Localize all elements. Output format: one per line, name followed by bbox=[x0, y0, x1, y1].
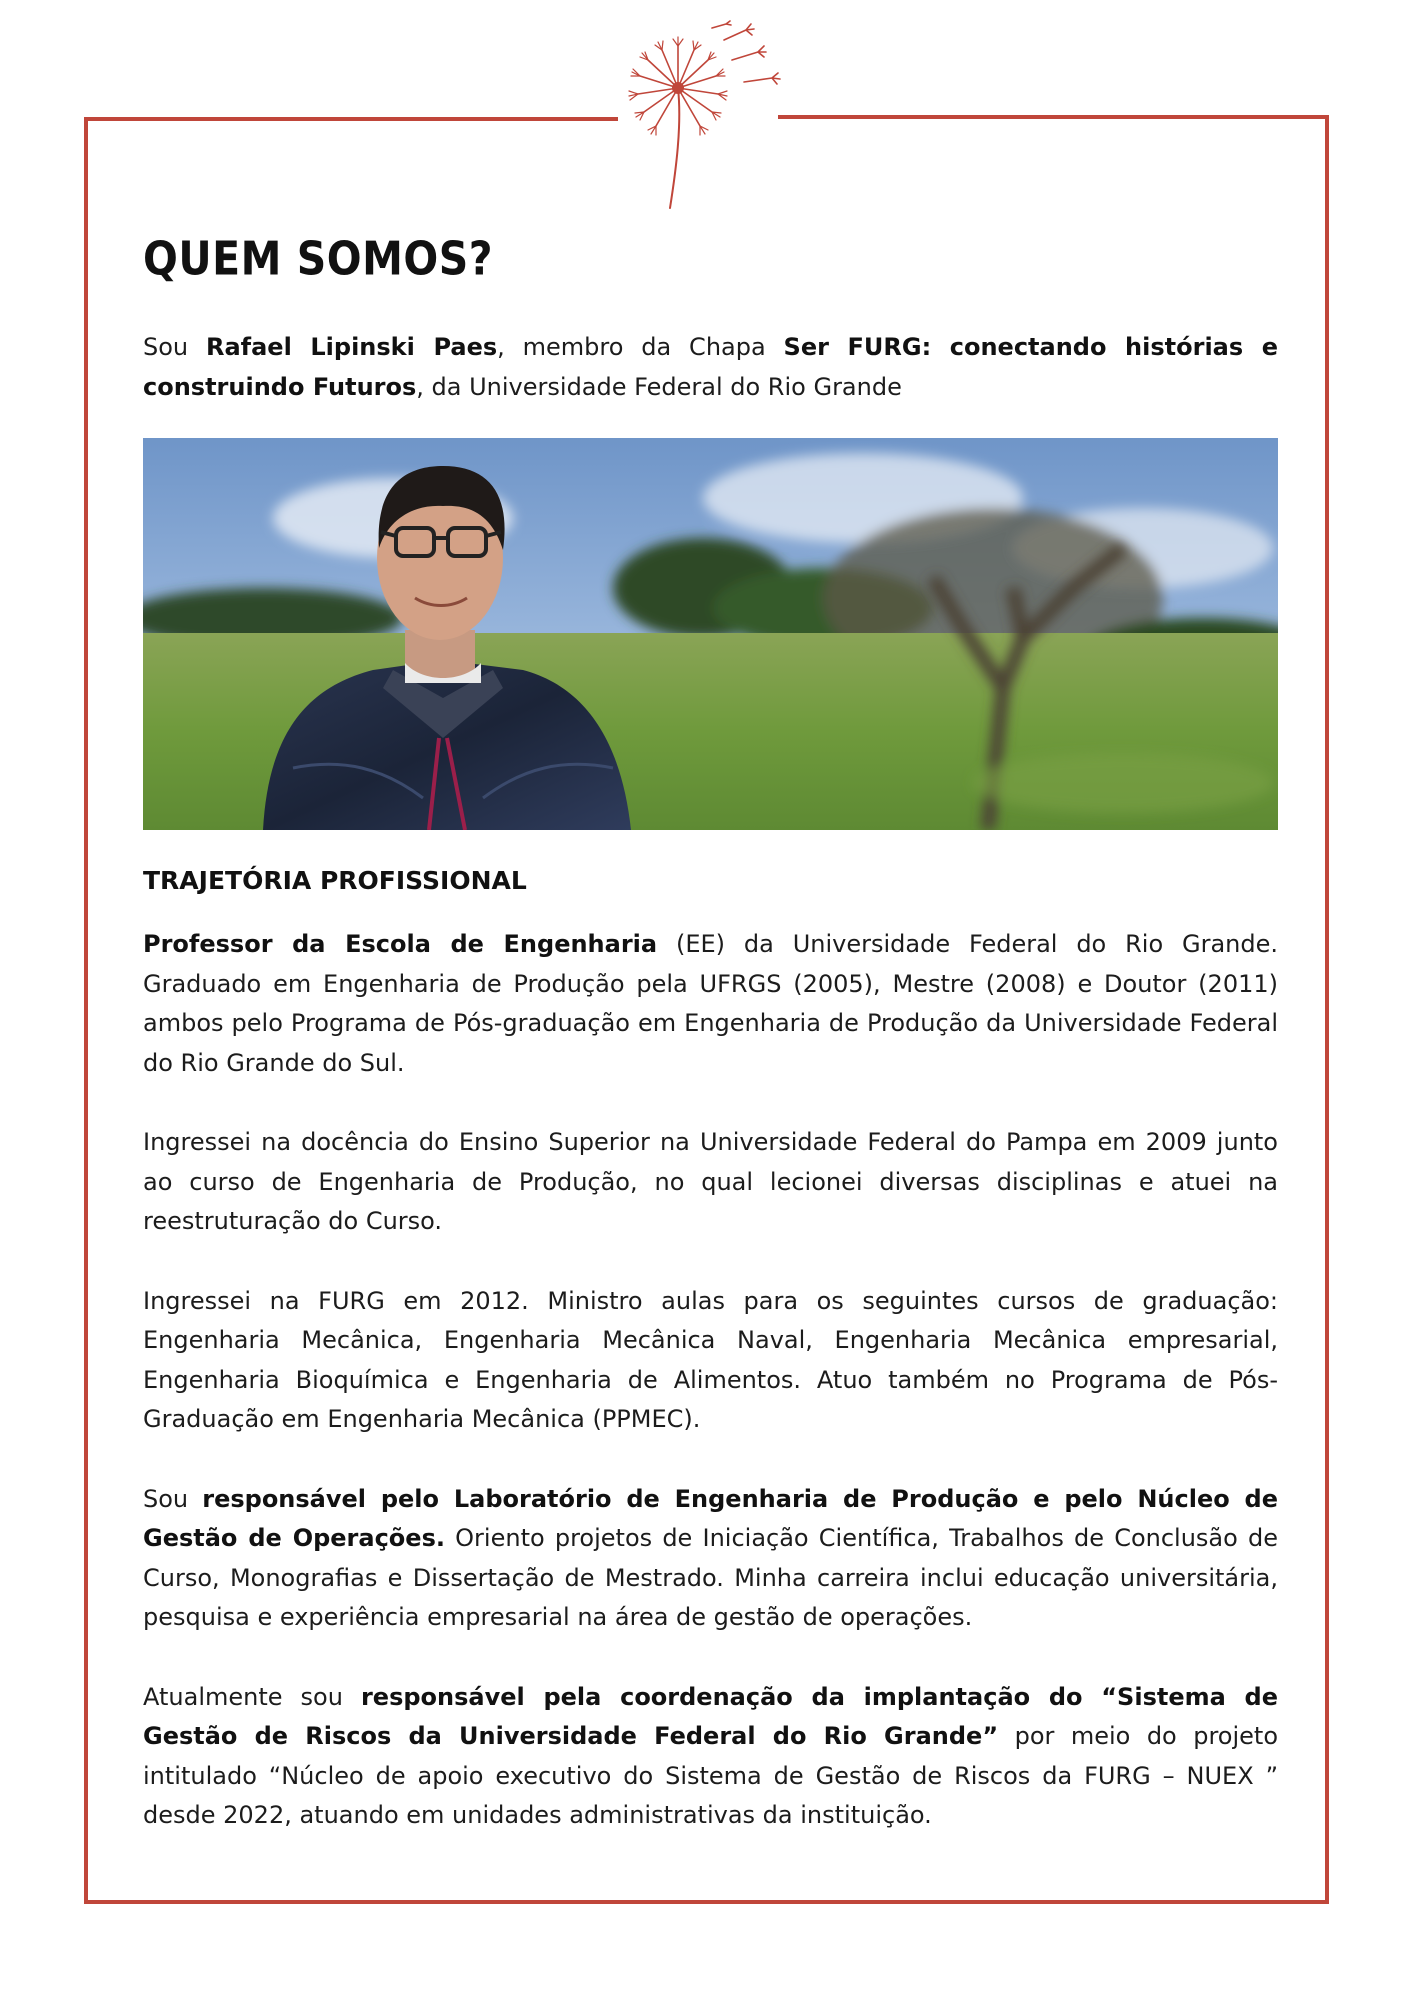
career-paragraph bbox=[143, 1678, 1278, 1836]
slate-name: Ser FURG: conectando histórias e construindo Futuros bbox=[143, 333, 1279, 401]
intro-text: , da Universidade Federal do Rio Grande bbox=[416, 373, 902, 401]
intro-paragraph bbox=[143, 327, 1278, 407]
frame-top-left bbox=[84, 117, 618, 121]
frame-left bbox=[84, 117, 88, 1904]
frame-top-right bbox=[778, 115, 1329, 119]
paragraph-text: Atualmente sou bbox=[143, 1682, 361, 1711]
portrait-photo bbox=[143, 438, 1278, 830]
career-paragraph bbox=[143, 1123, 1278, 1242]
paragraph-bold: responsável pela coordenação da implantação do “Sistema de Gestão de Riscos da Universidade Federal do Rio Grande” bbox=[143, 1682, 1278, 1750]
page-title: QUEM SOMOS? bbox=[143, 232, 494, 286]
career-section bbox=[143, 925, 1278, 1876]
frame-bottom bbox=[84, 1900, 1329, 1904]
paragraph-text: por meio do projeto intitulado “Núcleo de apoio executivo do Sistema de Gestão de Riscos da FURG – NUEX ” desde 2022, atuando em unidades administrativas da instituição. bbox=[143, 1722, 1279, 1829]
career-paragraph bbox=[143, 925, 1278, 1083]
paragraph-bold: Professor da Escola de Engenharia bbox=[143, 930, 658, 958]
paragraph-text: (EE) da Universidade Federal do Rio Grande. Graduado em Engenharia de Produção pela UFRGS (2005), Mestre (2008) e Doutor (2011) ambos pelo Programa de Pós-graduação em Engenharia de Produção da Universidade Federal do Rio Grande do Sul. bbox=[143, 930, 1278, 1077]
paragraph-text: Ingressei na FURG em 2012. Ministro aulas para os seguintes cursos de graduação: Engenharia Mecânica, Engenharia Mecânica Naval, Engenharia Mecânica empresarial, Engenharia Bioquímica e Engenharia de Alimentos. Atuo também no Programa de Pós-Graduação em Engenharia Mecânica (PPMEC). bbox=[143, 1286, 1278, 1433]
paragraph-text: Sou bbox=[143, 1484, 203, 1513]
intro-text: Sou bbox=[143, 333, 206, 361]
member-name: Rafael Lipinski Paes bbox=[205, 333, 498, 361]
career-paragraph bbox=[143, 1282, 1278, 1440]
section-heading: TRAJETÓRIA PROFISSIONAL bbox=[143, 866, 527, 895]
career-paragraph bbox=[143, 1480, 1278, 1638]
intro-text: , membro da Chapa bbox=[497, 333, 784, 361]
frame-right bbox=[1325, 115, 1329, 1901]
paragraph-text: Oriento projetos de Iniciação Científica, Trabalhos de Conclusão de Curso, Monografias e Dissertação de Mestrado. Minha carreira inclui educação universitária, pesquisa e experiência empresarial na área de gestão de operações. bbox=[143, 1524, 1278, 1631]
paragraph-text: Ingressei na docência do Ensino Superior na Universidade Federal do Pampa em 2009 junto ao curso de Engenharia de Produção, no qual lecionei diversas disciplinas e atuei na reestruturação do Curso. bbox=[143, 1128, 1278, 1235]
paragraph-bold: responsável pelo Laboratório de Engenharia de Produção e pelo Núcleo de Gestão de Operações. bbox=[143, 1484, 1278, 1552]
dandelion-icon bbox=[620, 20, 790, 210]
